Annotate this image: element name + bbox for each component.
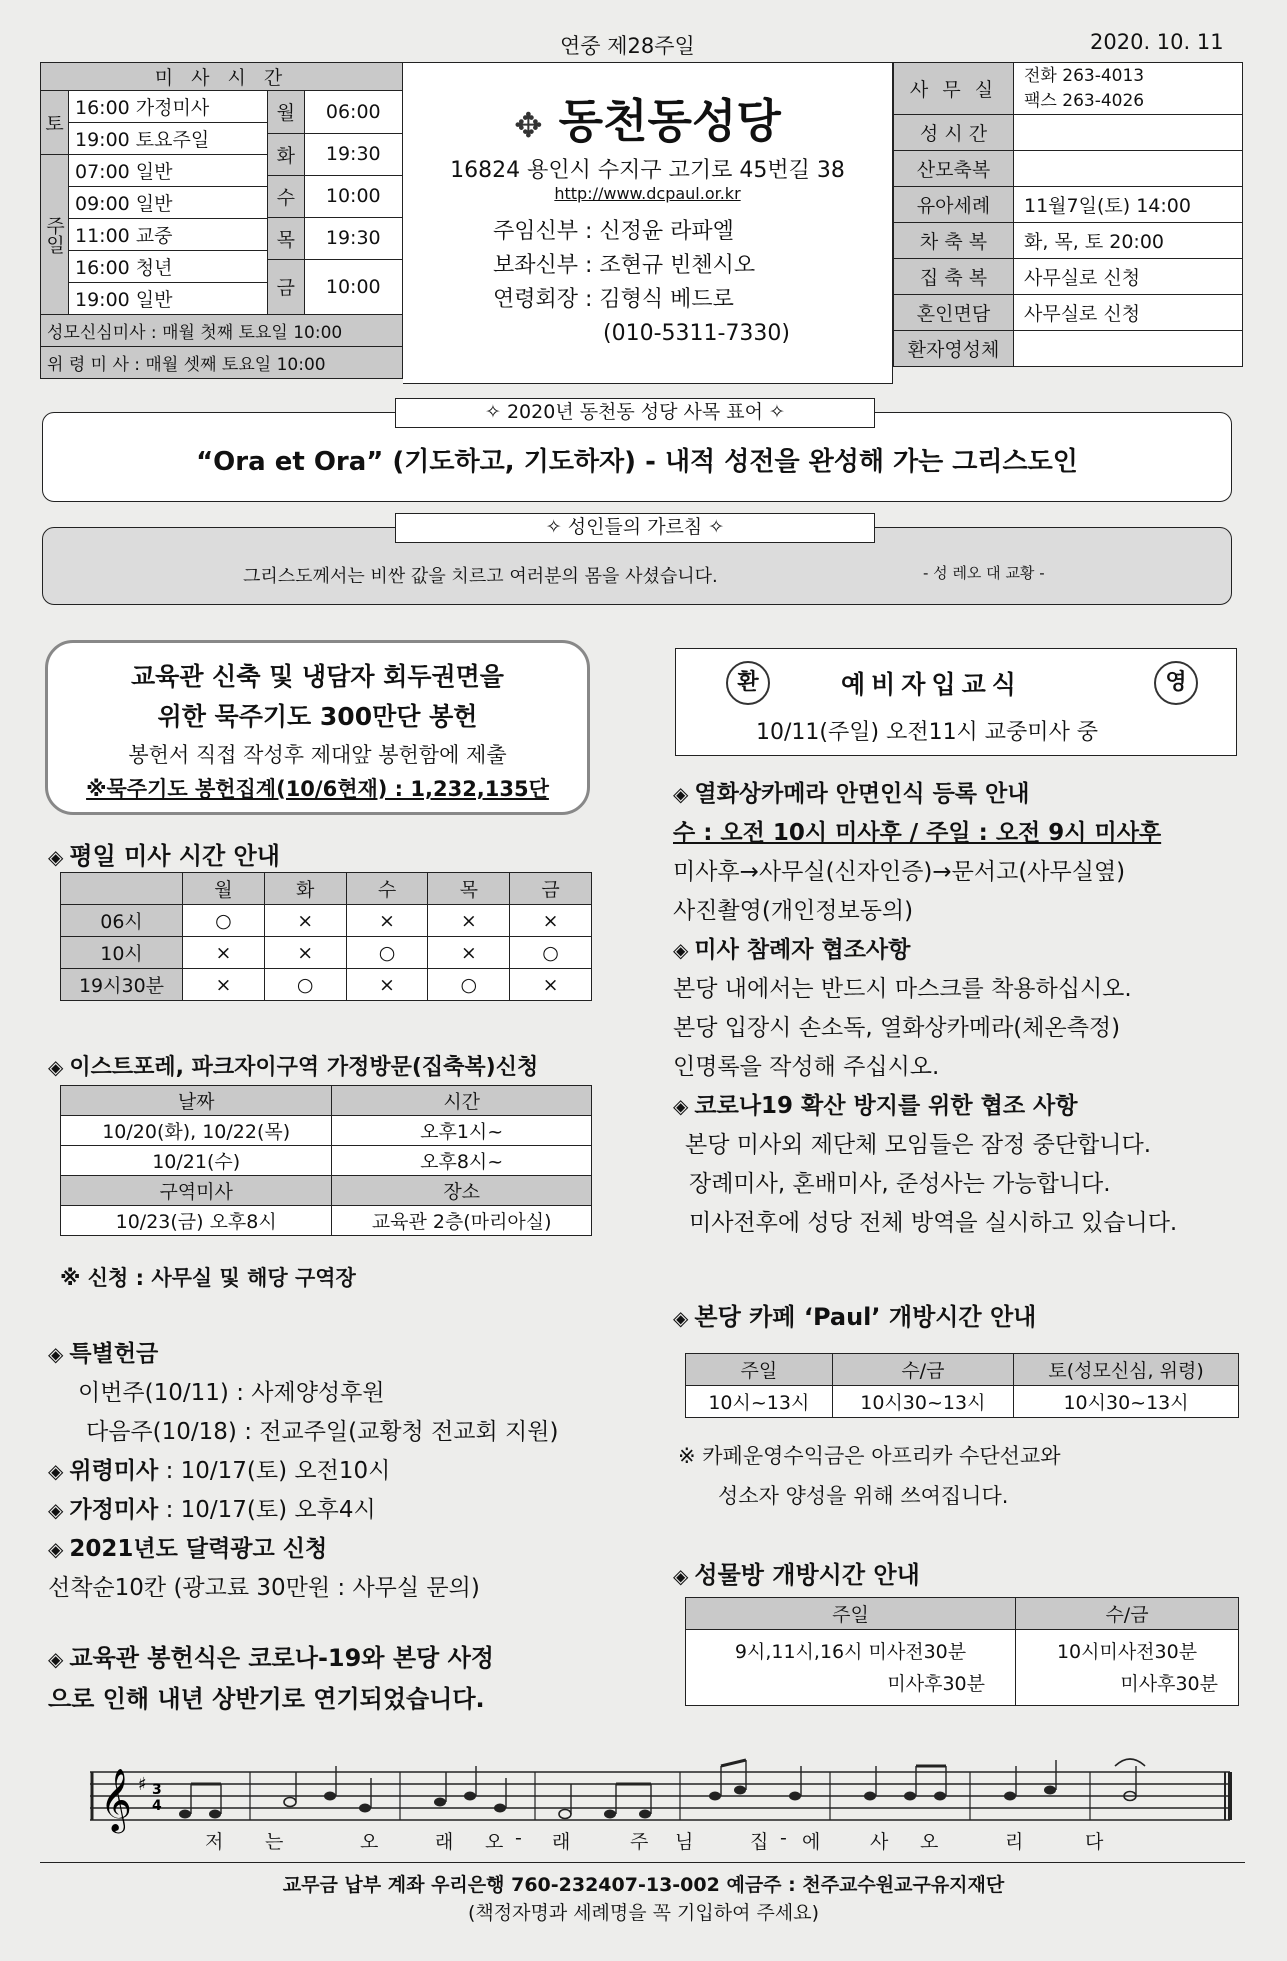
diamond-icon: ◈ [673,1306,689,1330]
shop-heading [673,1555,920,1590]
cafe-cell: 10시~13시 [686,1386,833,1418]
saints-text: 그리스도께서는 비싼 값을 치르고 여러분의 몸을 사셨습니다. [243,566,718,587]
covid-line: 장례미사, 혼배미사, 준성사는 가능합니다. [689,1171,1111,1197]
covid-line: 본당 미사외 제단체 모임들은 잠정 중단합니다. [685,1132,1152,1158]
row-head: 10시 [61,937,183,969]
shop-cell: 미사후30분 [887,1672,985,1695]
diamond-icon: ◈ [673,1564,689,1588]
catechumen-line: 10/11(주일) 오전11시 교중미사 중 [756,720,1099,745]
home-value: : 10/17(토) 오후4시 [165,1497,376,1523]
shop-cell: 10시미사전30분 [1056,1640,1198,1663]
diamond-icon: ◈ [48,1342,64,1366]
req-value: : 10/17(토) 오전10시 [165,1458,391,1484]
diamond-icon: ◈ [48,1537,64,1561]
thermal-line: 수 : 오전 10시 미사후 / 주일 : 오전 9시 미사후 [673,820,1162,846]
welcome-badge-right: 영 [1154,661,1198,705]
weekday-mini-table [268,91,402,314]
edu-line: 교육관 봉헌식은 코로나-19와 본당 사정 [69,1644,494,1672]
office-value [1014,151,1243,187]
diamond-icon: ◈ [48,1647,64,1671]
cafe-note-line: ※ 카페운영수익금은 아프리카 수단선교와 [678,1444,1061,1468]
office-value: 사무실로 신청 [1014,259,1243,295]
wd-time: 06:00 [304,91,402,133]
rosary-line: 위한 묵주기도 300만단 봉헌 [157,702,478,731]
lyric: 주 [630,1831,649,1853]
mass-time-table [40,62,403,379]
lyric: 에 [802,1831,821,1853]
visit-note: ※ 신청 : 사무실 및 해당 구역장 [60,1266,356,1290]
mass-special: 위 령 미 사 : 매월 셋째 토요일 10:00 [41,347,403,379]
cooperate-line: 인명록을 작성해 주십시오. [673,1054,940,1080]
weekday-mass-table [60,872,592,1001]
wd-day: 월 [268,91,304,133]
wd-time: 10:00 [304,175,402,217]
mark: ○ [346,937,428,969]
cal-label: 2021년도 달력광고 신청 [69,1536,328,1562]
visit-cell: 10/20(화), 10/22(목) [61,1116,332,1146]
rosary-box [45,640,590,815]
col-head: 주일 [686,1354,833,1386]
visit-cell: 오후1시~ [332,1116,592,1146]
lyric: - [780,1827,787,1849]
cross-icon: ✥ [514,106,543,146]
cafe-heading [673,1297,1036,1332]
cafe-note-line: 성소자 양성을 위해 쓰여집니다. [718,1484,1009,1508]
mass-item: 19:00 토요주일 [69,123,268,155]
rosary-line: 교육관 신축 및 냉담자 회두권면을 [131,662,504,691]
lyric: 저 [205,1831,224,1853]
thermal-line: 사진촬영(개인정보동의) [673,898,914,924]
visit-cell: 오후8시~ [332,1146,592,1176]
col-head: 금 [510,873,592,905]
col-head: 목 [428,873,510,905]
motto-text: “Ora et Ora” (기도하고, 기도하자) - 내적 성전을 완성해 가는 그리스도인 [196,447,1078,477]
col-head: 주일 [686,1598,1016,1630]
mark: × [346,969,428,1001]
col-head: 화 [264,873,346,905]
row-head: 19시30분 [61,969,183,1001]
svg-text:3: 3 [152,1782,162,1798]
req-label: 위령미사 [69,1458,159,1484]
staff-line: (010-5311-7330) [603,321,791,346]
cal-value: 선착순10칸 (광고료 30만원 : 사무실 문의) [48,1575,480,1601]
col-head: 구역미사 [61,1176,332,1206]
mark: × [183,937,265,969]
diamond-icon: ◈ [48,1498,64,1522]
cooperate-title: 미사 참례자 협조사항 [694,937,911,963]
footer-account: 교무금 납부 계좌 우리은행 760-232407-13-002 예금주 : 천주교수원교구유지재단 [282,1874,1005,1896]
office-label: 차 축 복 [894,223,1014,259]
staff-line: 보좌신부 : 조현규 빈첸시오 [493,253,756,278]
office-value: 화, 목, 토 20:00 [1014,223,1243,259]
welcome-badge-left: 환 [726,661,770,705]
cafe-table [685,1353,1239,1418]
shop-table [685,1597,1239,1706]
office-label: 사 무 실 [894,63,1014,115]
col-head: 날짜 [61,1086,332,1116]
office-value: 전화 263-4013 팩스 263-4026 [1014,63,1243,115]
office-label: 집 축 복 [894,259,1014,295]
offering-line: 다음주(10/18) : 전교주일(교황청 전교회 지원) [86,1419,559,1445]
saints-source: - 성 레오 대 교황 - [923,564,1045,582]
visit-title: 이스트포레, 파크자이구역 가정방문(집축복)신청 [69,1055,539,1080]
office-label: 혼인면담 [894,295,1014,331]
mark: × [264,905,346,937]
mark: ○ [264,969,346,1001]
lyric: 오 [485,1831,504,1853]
church-url[interactable]: http://www.dcpaul.or.kr [554,184,741,203]
edu-line: 으로 인해 내년 상반기로 연기되었습니다. [48,1685,485,1713]
weekday-mass-heading [48,836,280,871]
wd-day: 화 [268,133,304,175]
wd-day: 목 [268,217,304,259]
visit-table [60,1085,592,1236]
office-label: 환자영성체 [894,331,1014,367]
footer-divider [40,1862,1245,1863]
mark: × [428,937,510,969]
mark: × [510,905,592,937]
mark: ○ [428,969,510,1001]
cafe-cell: 10시30~13시 [832,1386,1013,1418]
mark: × [264,937,346,969]
shop-cell: 9시,11시,16시 미사전30분 [734,1640,967,1663]
lyric: 다 [1085,1831,1104,1853]
col-head: 시간 [332,1086,592,1116]
treble-clef-icon: 𝄞 [100,1768,132,1831]
mass-item: 11:00 교중 [69,219,268,251]
mass-item: 09:00 일반 [69,187,268,219]
mark: × [428,905,510,937]
mass-title: 미 사 시 간 [41,63,403,91]
thermal-line: 미사후→사무실(신자인증)→문서고(사무실옆) [673,859,1126,885]
col-head: 수/금 [832,1354,1013,1386]
mark: × [510,969,592,1001]
col-head: 토(성모신심, 위령) [1014,1354,1239,1386]
visit-cell: 교육관 2층(마리아실) [332,1206,592,1236]
footer-note: (책정자명과 세례명을 꼭 기입하여 주세요) [467,1902,819,1924]
visit-cell: 10/21(수) [61,1146,332,1176]
lyric: 집 [750,1831,769,1853]
cooperate-line: 본당 내에서는 반드시 마스크를 착용하십시오. [673,976,1132,1002]
right-notices [673,775,1243,1243]
staff-line: 연령회장 : 김형식 베드로 [493,287,734,312]
offering-line: 이번주(10/11) : 사제양성후원 [78,1380,385,1406]
col-head: 월 [183,873,265,905]
diamond-icon: ◈ [673,1094,689,1118]
saints-label: ✧ 성인들의 가르침 ✧ [395,513,875,543]
wd-time: 19:30 [304,217,402,259]
staff-line: 주임신부 : 신정윤 라파엘 [493,219,734,244]
sun-label: 주일 [41,155,69,315]
week-label: 연중 제28주일 [560,34,695,58]
office-value: 11월7일(토) 14:00 [1014,187,1243,223]
lyric: 오 [360,1831,379,1853]
wd-day: 금 [268,259,304,314]
mass-item: 19:00 일반 [69,283,268,315]
office-label: 유아세례 [894,187,1014,223]
cafe-note [678,1436,1060,1516]
cafe-cell: 10시30~13시 [1014,1386,1239,1418]
church-info [403,62,893,384]
church-name-row [403,85,892,151]
date-label: 2020. 10. 11 [1090,30,1224,54]
lyric: 리 [1005,1831,1024,1853]
mass-special: 성모신심미사 : 매월 첫째 토요일 10:00 [41,315,403,347]
col-head: 수 [346,873,428,905]
cafe-title: 본당 카페 ‘Paul’ 개방시간 안내 [694,1303,1037,1331]
office-table [893,62,1243,367]
svg-text:♯: ♯ [138,1774,147,1795]
mark: × [183,969,265,1001]
svg-text:4: 4 [152,1798,162,1814]
col-head: 수/금 [1016,1598,1239,1630]
office-label: 성 시 간 [894,115,1014,151]
visit-cell: 10/23(금) 오후8시 [61,1206,332,1236]
col-head: 장소 [332,1176,592,1206]
wd-time: 19:30 [304,133,402,175]
lyric: 사 [870,1831,889,1853]
catechumen-box [675,648,1237,756]
diamond-icon: ◈ [48,1459,64,1483]
lyric: 오 [920,1831,939,1853]
church-name: 동천동성당 [558,94,781,148]
row-head: 06시 [61,905,183,937]
mass-item: 07:00 일반 [69,155,268,187]
diamond-icon: ◈ [673,782,689,806]
covid-line: 미사전후에 성당 전체 방역을 실시하고 있습니다. [689,1210,1178,1236]
mark: ○ [510,937,592,969]
diamond-icon: ◈ [673,938,689,962]
church-address: 16824 용인시 수지구 고기로 45번길 38 [450,158,845,183]
covid-title: 코로나19 확산 방지를 위한 협조 사항 [694,1093,1078,1119]
motto-label: ✧ 2020년 동천동 성당 사목 표어 ✧ [395,398,875,428]
rosary-total: ※묵주기도 봉헌집계(10/6현재) : 1,232,135단 [86,777,549,801]
lyric: 는 [265,1831,284,1853]
wd-time: 10:00 [304,259,402,314]
offering-section [48,1335,618,1719]
diamond-icon: ◈ [48,845,64,869]
office-label: 산모축복 [894,151,1014,187]
office-value [1014,115,1243,151]
diamond-icon: ◈ [48,1055,64,1079]
mark: × [346,905,428,937]
lyric: 님 [675,1831,694,1853]
corner-cell [61,873,183,905]
cooperate-line: 본당 입장시 손소독, 열화상카메라(체온측정) [673,1015,1121,1041]
lyrics [90,1827,1240,1857]
rosary-line: 봉헌서 직접 작성후 제대앞 봉헌함에 제출 [128,743,507,767]
weekday-mass-title: 평일 미사 시간 안내 [69,842,280,870]
catechumen-title: 예비자입교식 [841,670,1022,699]
sat-label: 토 [41,91,69,155]
office-value: 사무실로 신청 [1014,295,1243,331]
lyric: 래 [552,1831,571,1853]
mark: ○ [183,905,265,937]
wd-day: 수 [268,175,304,217]
shop-cell: 미사후30분 [1120,1672,1218,1695]
mass-item: 16:00 청년 [69,251,268,283]
home-label: 가정미사 [69,1497,159,1523]
visit-heading [48,1050,538,1081]
lyric: 래 [435,1831,454,1853]
shop-title: 성물방 개방시간 안내 [694,1561,920,1589]
mass-item: 16:00 가정미사 [69,91,268,123]
office-value [1014,331,1243,367]
thermal-title: 열화상카메라 안면인식 등록 안내 [694,781,1030,807]
lyric: - [515,1827,522,1849]
offering-title: 특별헌금 [69,1341,159,1367]
